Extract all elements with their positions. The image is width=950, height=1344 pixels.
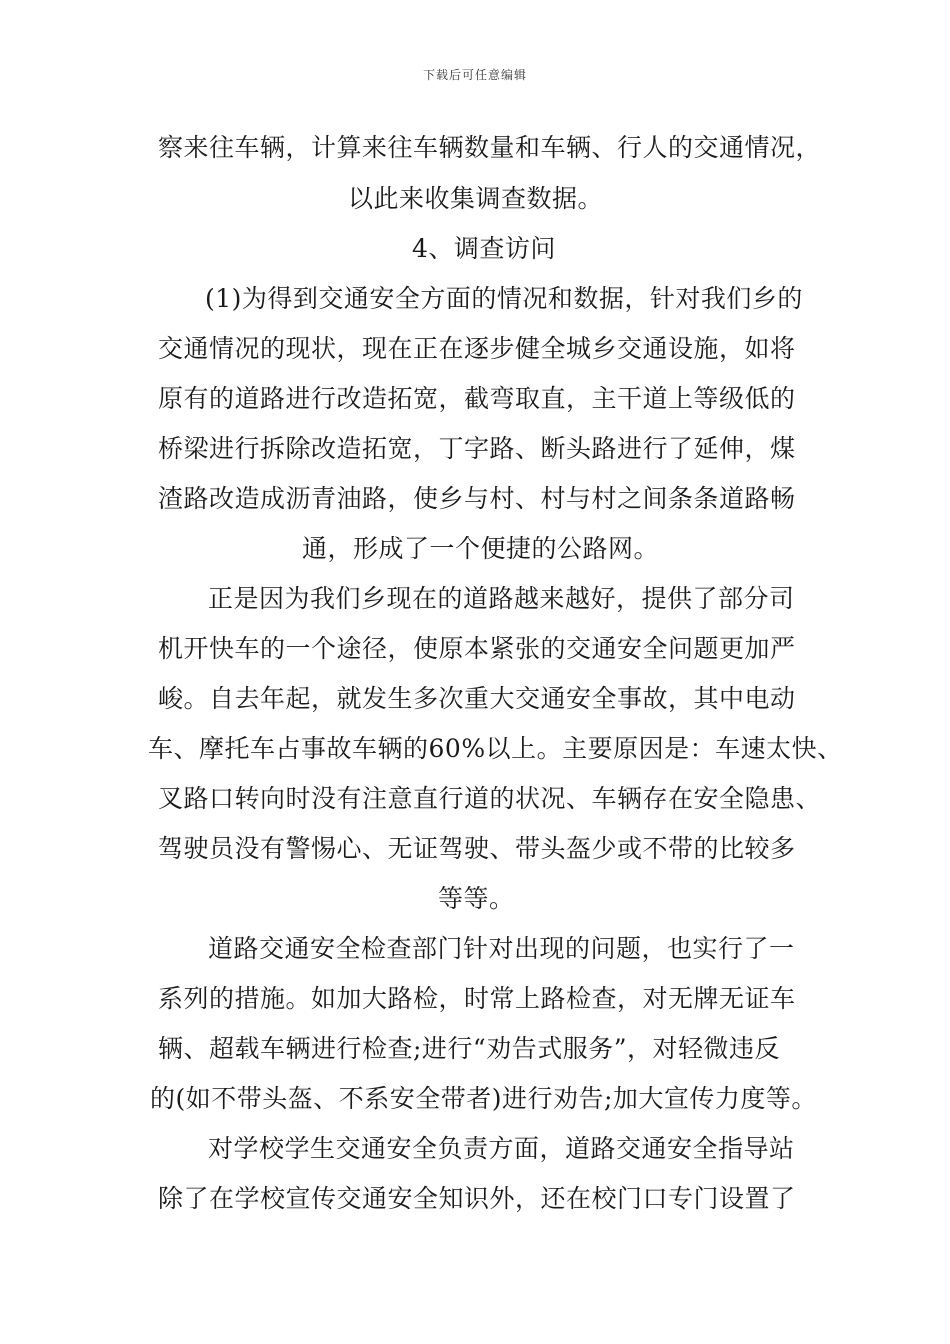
body-line-17: 道路交通安全检查部门针对出现的问题，也实行了一 — [208, 934, 795, 963]
body-line-8: 渣路改造成沥青油路，使乡与村、村与村之间条条道路畅 — [158, 484, 796, 513]
body-line-16: 等等。 — [438, 884, 515, 913]
body-line-9: 通，形成了一个便捷的公路网。 — [302, 534, 660, 563]
body-line-5: 交通情况的现状，现在正在逐步健全城乡交通设施，如将 — [158, 334, 796, 363]
section-heading: 4、调查访问 — [412, 234, 556, 263]
body-line-20: 的(如不带头盔、不系安全带者)进行劝告;加大宣传力度等。 — [150, 1084, 817, 1113]
body-line-18: 系列的措施。如加大路检，时常上路检查，对无牌无证车 — [158, 984, 796, 1013]
body-line-6: 原有的道路进行改造拓宽，截弯取直，主干道上等级低的 — [158, 384, 796, 413]
body-line-13: 车、摩托车占事故车辆的60%以上。主要原因是：车速太快、 — [148, 734, 843, 763]
body-line-19: 辆、超载车辆进行检查;进行“劝告式服务”，对轻微违反 — [158, 1034, 780, 1063]
body-line-12: 峻。自去年起，就发生多次重大交通安全事故，其中电动 — [158, 684, 796, 713]
body-line-21: 对学校学生交通安全负责方面，道路交通安全指导站 — [208, 1134, 795, 1163]
body-line-7: 桥梁进行拆除改造拓宽，丁字路、断头路进行了延伸，煤 — [158, 434, 796, 463]
body-line-22: 除了在学校宣传交通安全知识外，还在校门口专门设置了 — [158, 1184, 796, 1213]
body-line-1: 察来往车辆，计算来往车辆数量和车辆、行人的交通情况， — [158, 133, 822, 162]
body-line-14: 叉路口转向时没有注意直行道的状况、车辆存在安全隐患、 — [158, 784, 822, 813]
body-line-2: 以此来收集调查数据。 — [348, 184, 604, 213]
body-line-4: (1)为得到交通安全方面的情况和数据，针对我们乡的 — [205, 284, 803, 313]
body-line-15: 驾驶员没有警惕心、无证驾驶、带头盔少或不带的比较多 — [158, 834, 796, 863]
body-line-10: 正是因为我们乡现在的道路越来越好，提供了部分司 — [208, 584, 795, 613]
body-line-11: 机开快车的一个途径，使原本紧张的交通安全问题更加严 — [158, 634, 796, 663]
page-header-note: 下载后可任意编辑 — [422, 68, 527, 82]
